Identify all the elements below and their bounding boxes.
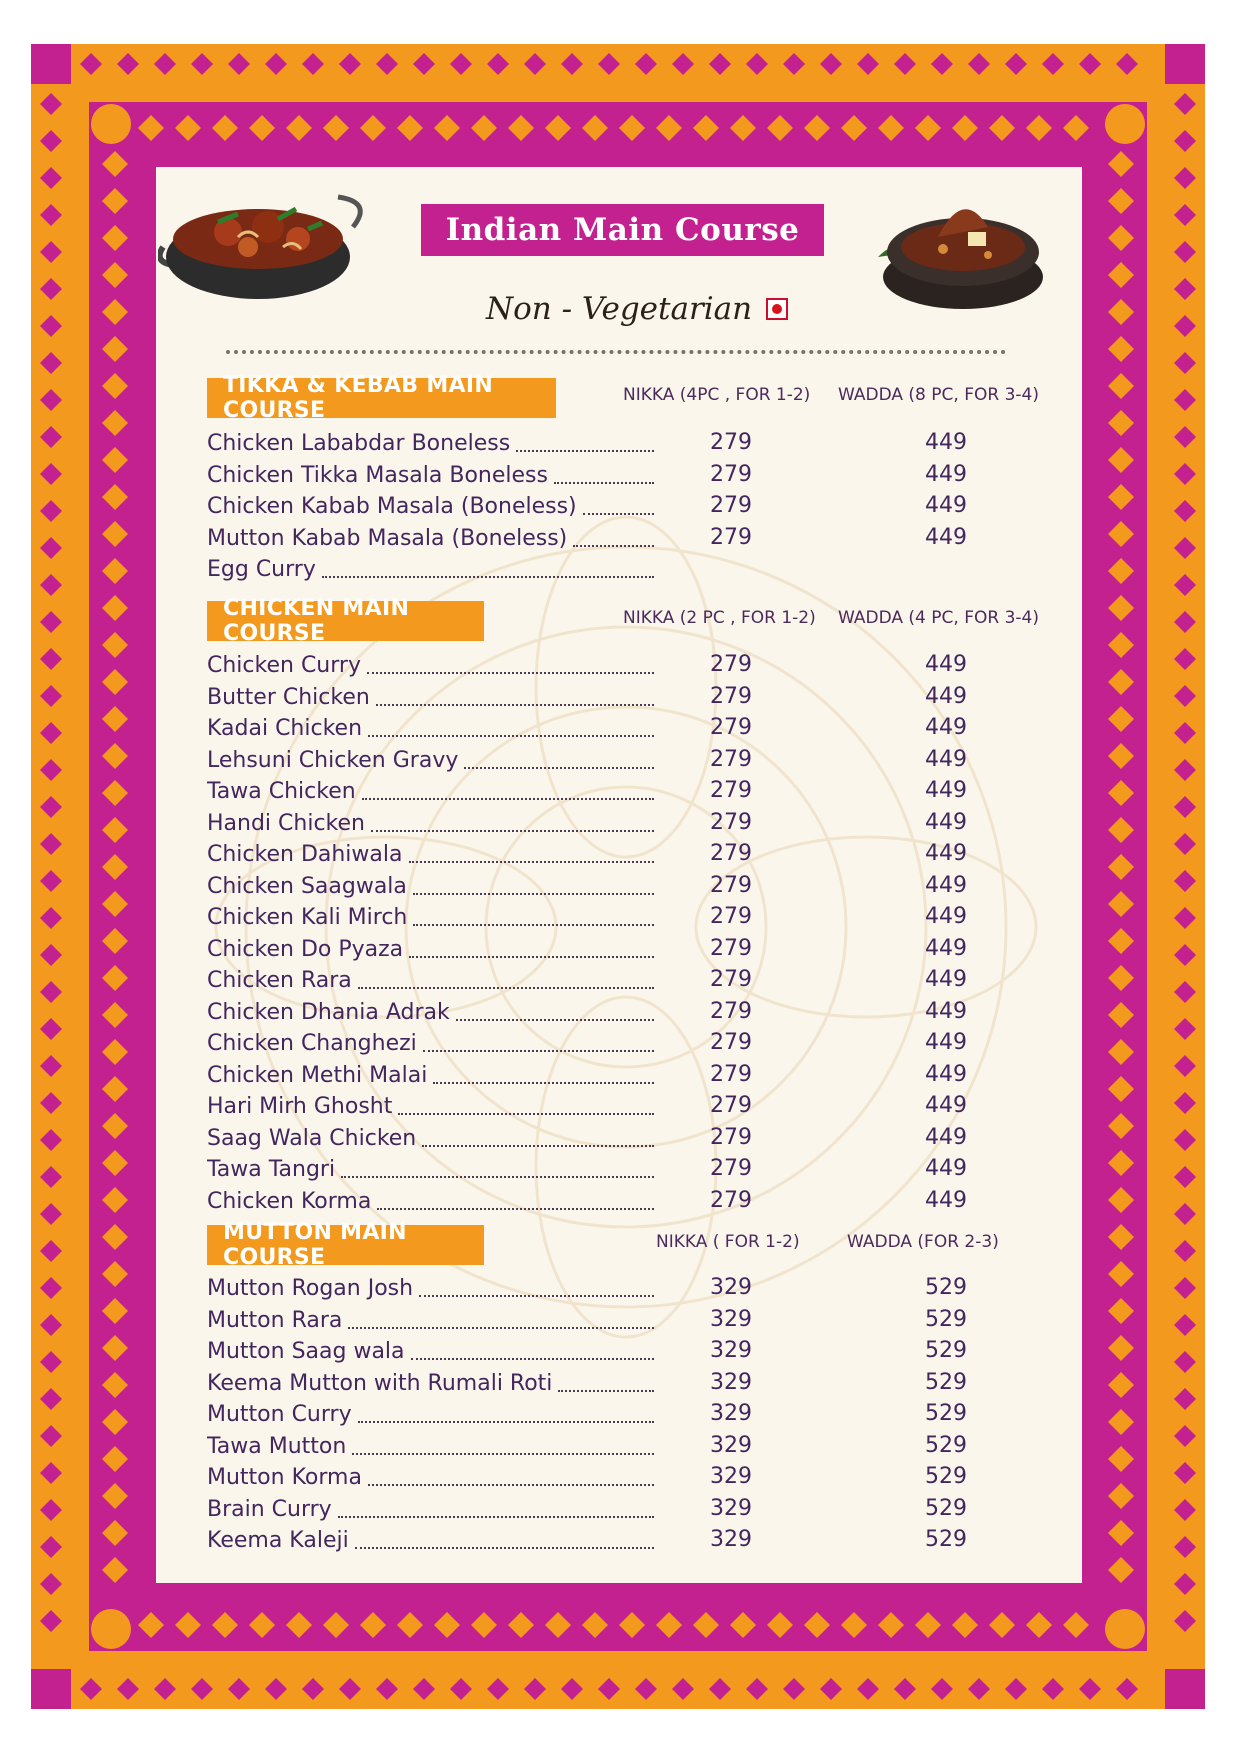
- dot-leader: [341, 1176, 654, 1178]
- price-nikka: 279: [710, 935, 752, 961]
- item-name: Mutton Curry: [207, 1402, 352, 1427]
- item-name-wrap: [207, 1272, 654, 1303]
- menu-item-row: [207, 1272, 967, 1303]
- item-name-wrap: [207, 1122, 654, 1153]
- price-nikka: 329: [710, 1338, 752, 1363]
- menu-item-row: [207, 1185, 967, 1216]
- dot-leader: [398, 1113, 654, 1115]
- dot-leader: [573, 545, 654, 547]
- dot-leader: [413, 924, 654, 926]
- price-nikka: 279: [710, 1124, 752, 1150]
- item-name-wrap: [207, 681, 654, 712]
- price-wadda: 449: [925, 1030, 967, 1055]
- item-name: Chicken Tikka Masala Boneless: [207, 462, 548, 488]
- menu-item-row: [207, 1524, 967, 1555]
- item-name-wrap: [207, 996, 654, 1027]
- column-header-nikka: NIKKA ( FOR 1-2): [656, 1232, 800, 1252]
- item-name: Hari Mirh Ghosht: [207, 1094, 393, 1119]
- item-name-wrap: [207, 1059, 654, 1090]
- item-name-wrap: [207, 807, 654, 838]
- menu-item-row: [207, 1493, 967, 1524]
- item-name-wrap: [207, 1398, 654, 1429]
- menu-item-row: [207, 1398, 967, 1429]
- price-wadda: 449: [925, 1187, 967, 1213]
- item-name-wrap: [207, 490, 654, 521]
- price-nikka: 279: [710, 715, 752, 740]
- dot-leader: [348, 1327, 654, 1329]
- dot-leader: [558, 1390, 654, 1392]
- price-nikka: 279: [710, 904, 752, 929]
- menu-item-row: [207, 553, 947, 584]
- menu-item-row: [207, 522, 967, 553]
- item-name-wrap: [207, 1304, 654, 1335]
- item-name: Chicken Lababdar Boneless: [207, 431, 511, 456]
- dot-leader: [409, 861, 655, 863]
- price-wadda: 529: [925, 1338, 967, 1363]
- menu-item-row: [207, 681, 967, 712]
- item-name: Chicken Kabab Masala (Boneless): [207, 494, 577, 519]
- subtitle: [486, 287, 788, 331]
- price-wadda: 449: [925, 841, 967, 866]
- item-name-wrap: [207, 870, 654, 901]
- dot-leader: [367, 672, 654, 674]
- price-nikka: 279: [710, 461, 752, 487]
- item-name-wrap: [207, 1153, 654, 1184]
- price-nikka: 279: [710, 746, 752, 772]
- dot-leader: [464, 767, 654, 769]
- item-name-wrap: [207, 1367, 654, 1398]
- price-nikka: 329: [710, 1369, 752, 1395]
- price-nikka: 329: [710, 1464, 752, 1489]
- item-name: Tawa Chicken: [207, 779, 356, 804]
- dot-leader: [456, 1019, 654, 1021]
- item-name: Brain Curry: [207, 1496, 332, 1522]
- price-wadda: 449: [925, 652, 967, 677]
- price-wadda: 449: [925, 715, 967, 740]
- price-wadda: 449: [925, 1124, 967, 1150]
- menu-item-row: [207, 838, 967, 869]
- price-nikka: 279: [710, 683, 752, 709]
- item-name: Butter Chicken: [207, 684, 370, 710]
- item-name-wrap: [207, 1335, 654, 1366]
- menu-item-row: [207, 490, 967, 521]
- price-nikka: 279: [710, 809, 752, 835]
- dot-leader: [554, 482, 654, 484]
- price-wadda: 449: [925, 746, 967, 772]
- price-nikka: 279: [710, 841, 752, 866]
- dot-leader: [368, 1484, 654, 1486]
- price-nikka: 279: [710, 524, 752, 550]
- menu-item-row: [207, 427, 967, 458]
- item-name: Tawa Mutton: [207, 1433, 347, 1459]
- price-wadda: 449: [925, 461, 967, 487]
- price-wadda: 449: [925, 967, 967, 992]
- dot-leader: [368, 735, 654, 737]
- item-name: Keema Kaleji: [207, 1528, 349, 1553]
- item-name: Chicken Kali Mirch: [207, 905, 408, 930]
- menu-item-row: [207, 1153, 967, 1184]
- price-nikka: 279: [710, 1187, 752, 1213]
- price-wadda: 449: [925, 493, 967, 518]
- subtitle-text: Non - Vegetarian: [486, 291, 753, 327]
- item-name-wrap: [207, 427, 654, 458]
- price-wadda: 529: [925, 1401, 967, 1426]
- menu-item-row: [207, 1430, 967, 1461]
- price-wadda: 449: [925, 904, 967, 929]
- price-nikka: 279: [710, 778, 752, 803]
- item-name: Kadai Chicken: [207, 716, 363, 741]
- item-name: Mutton Rogan Josh: [207, 1276, 414, 1301]
- dot-leader: [376, 704, 654, 706]
- price-wadda: 449: [925, 778, 967, 803]
- item-name: Chicken Korma: [207, 1188, 372, 1214]
- dot-leader: [516, 450, 654, 452]
- price-nikka: 279: [710, 872, 752, 898]
- price-wadda: 449: [925, 1156, 967, 1181]
- dot-leader: [362, 798, 654, 800]
- menu-item-row: [207, 1367, 967, 1398]
- item-name: Chicken Saagwala: [207, 873, 407, 899]
- menu-item-row: [207, 712, 967, 743]
- menu-item-row: [207, 964, 967, 995]
- price-wadda: 449: [925, 1093, 967, 1118]
- item-name-wrap: [207, 649, 654, 680]
- price-wadda: 449: [925, 809, 967, 835]
- menu-item-row: [207, 901, 967, 932]
- price-nikka: 329: [710, 1306, 752, 1332]
- item-name-wrap: [207, 522, 654, 553]
- price-wadda: 529: [925, 1306, 967, 1332]
- item-name-wrap: [207, 459, 654, 490]
- item-name-wrap: [207, 553, 654, 584]
- menu-item-row: [207, 1335, 967, 1366]
- dot-leader: [355, 1547, 654, 1549]
- price-nikka: 279: [710, 1093, 752, 1118]
- menu-item-row: [207, 744, 967, 775]
- item-name-wrap: [207, 775, 654, 806]
- price-wadda: [916, 553, 976, 584]
- item-name: Mutton Kabab Masala (Boneless): [207, 525, 568, 551]
- item-name: Handi Chicken: [207, 810, 365, 836]
- page-title: Indian Main Course: [421, 204, 824, 256]
- column-header-wadda: WADDA (FOR 2-3): [847, 1232, 999, 1252]
- price-wadda: 449: [925, 872, 967, 898]
- menu-item-row: [207, 1122, 967, 1153]
- item-name-wrap: [207, 933, 654, 964]
- price-wadda: 529: [925, 1275, 967, 1300]
- column-header-nikka: NIKKA (2 PC , FOR 1-2): [623, 608, 816, 628]
- price-wadda: 529: [925, 1527, 967, 1552]
- curry-bowl-image: [868, 177, 1043, 317]
- dot-leader: [338, 1516, 654, 1518]
- item-name: Chicken Dhania Adrak: [207, 999, 450, 1025]
- item-name-wrap: [207, 712, 654, 743]
- item-name: Chicken Dahiwala: [207, 842, 403, 867]
- item-name: Chicken Changhezi: [207, 1031, 417, 1056]
- dot-leader: [422, 1145, 654, 1147]
- item-name: Chicken Rara: [207, 968, 352, 993]
- price-nikka: 279: [710, 1030, 752, 1055]
- item-name: Mutton Rara: [207, 1307, 343, 1333]
- item-name-wrap: [207, 964, 654, 995]
- item-name-wrap: [207, 1430, 654, 1461]
- item-name: Chicken Methi Malai: [207, 1062, 428, 1088]
- price-nikka: [701, 553, 761, 584]
- dot-leader: [433, 1082, 654, 1084]
- price-wadda: 529: [925, 1495, 967, 1521]
- price-wadda: 449: [925, 430, 967, 455]
- item-name-wrap: [207, 1027, 654, 1058]
- price-nikka: 279: [710, 493, 752, 518]
- price-nikka: 329: [710, 1527, 752, 1552]
- item-name: Keema Mutton with Rumali Roti: [207, 1370, 553, 1396]
- dot-leader: [352, 1453, 654, 1455]
- price-wadda: 449: [925, 935, 967, 961]
- section-heading-chicken: CHICKEN MAIN COURSE: [207, 601, 484, 641]
- price-nikka: 329: [710, 1495, 752, 1521]
- item-name-wrap: [207, 1090, 654, 1121]
- price-nikka: 279: [710, 967, 752, 992]
- item-name-wrap: [207, 1461, 654, 1492]
- price-wadda: 529: [925, 1432, 967, 1458]
- kadai-dish-image: [158, 177, 368, 307]
- section-heading-mutton: MUTTON MAIN COURSE: [207, 1225, 484, 1265]
- column-header-wadda: WADDA (8 PC, FOR 3-4): [838, 385, 1039, 405]
- column-header-wadda: WADDA (4 PC, FOR 3-4): [838, 608, 1039, 628]
- dot-leader: [583, 513, 654, 515]
- menu-item-row: [207, 459, 967, 490]
- item-name: Chicken Curry: [207, 653, 361, 678]
- menu-item-row: [207, 1059, 967, 1090]
- non-veg-icon: [766, 298, 788, 320]
- price-wadda: 529: [925, 1369, 967, 1395]
- menu-item-row: [207, 1461, 967, 1492]
- item-name-wrap: [207, 1493, 654, 1524]
- item-name-wrap: [207, 838, 654, 869]
- dot-leader: [358, 1421, 654, 1423]
- menu-item-row: [207, 1090, 967, 1121]
- item-name-wrap: [207, 744, 654, 775]
- price-nikka: 279: [710, 998, 752, 1024]
- price-nikka: 279: [710, 430, 752, 455]
- dot-leader: [322, 576, 654, 578]
- price-nikka: 329: [710, 1432, 752, 1458]
- menu-panel: [156, 167, 1082, 1583]
- menu-item-row: [207, 649, 967, 680]
- menu-item-row: [207, 933, 967, 964]
- price-nikka: 279: [710, 1156, 752, 1181]
- price-wadda: 449: [925, 1061, 967, 1087]
- item-name: Mutton Korma: [207, 1465, 362, 1490]
- price-wadda: 449: [925, 524, 967, 550]
- dotted-divider: [226, 350, 1006, 354]
- price-wadda: 529: [925, 1464, 967, 1489]
- dot-leader: [413, 893, 654, 895]
- item-name: Chicken Do Pyaza: [207, 936, 404, 962]
- section-heading-tikka-kebab: TIKKA & KEBAB MAIN COURSE: [207, 378, 556, 418]
- price-wadda: 449: [925, 683, 967, 709]
- item-name-wrap: [207, 1185, 654, 1216]
- menu-item-row: [207, 775, 967, 806]
- item-name: Lehsuni Chicken Gravy: [207, 747, 459, 773]
- price-nikka: 279: [710, 652, 752, 677]
- menu-item-row: [207, 807, 967, 838]
- dot-leader: [411, 1358, 654, 1360]
- price-nikka: 329: [710, 1401, 752, 1426]
- menu-item-row: [207, 1304, 967, 1335]
- item-name: Mutton Saag wala: [207, 1339, 405, 1364]
- menu-frame: [31, 44, 1205, 1709]
- dot-leader: [358, 987, 654, 989]
- item-name-wrap: [207, 901, 654, 932]
- item-name: Saag Wala Chicken: [207, 1125, 417, 1151]
- menu-item-row: [207, 996, 967, 1027]
- price-nikka: 329: [710, 1275, 752, 1300]
- price-nikka: 279: [710, 1061, 752, 1087]
- dot-leader: [423, 1050, 654, 1052]
- dot-leader: [377, 1208, 654, 1210]
- price-wadda: 449: [925, 998, 967, 1024]
- menu-item-row: [207, 1027, 967, 1058]
- item-name-wrap: [207, 1524, 654, 1555]
- dot-leader: [419, 1295, 654, 1297]
- item-name: Tawa Tangri: [207, 1157, 336, 1182]
- menu-item-row: [207, 870, 967, 901]
- item-name: Egg Curry: [207, 557, 316, 582]
- dot-leader: [409, 956, 654, 958]
- column-header-nikka: NIKKA (4PC , FOR 1-2): [623, 385, 811, 405]
- dot-leader: [371, 830, 654, 832]
